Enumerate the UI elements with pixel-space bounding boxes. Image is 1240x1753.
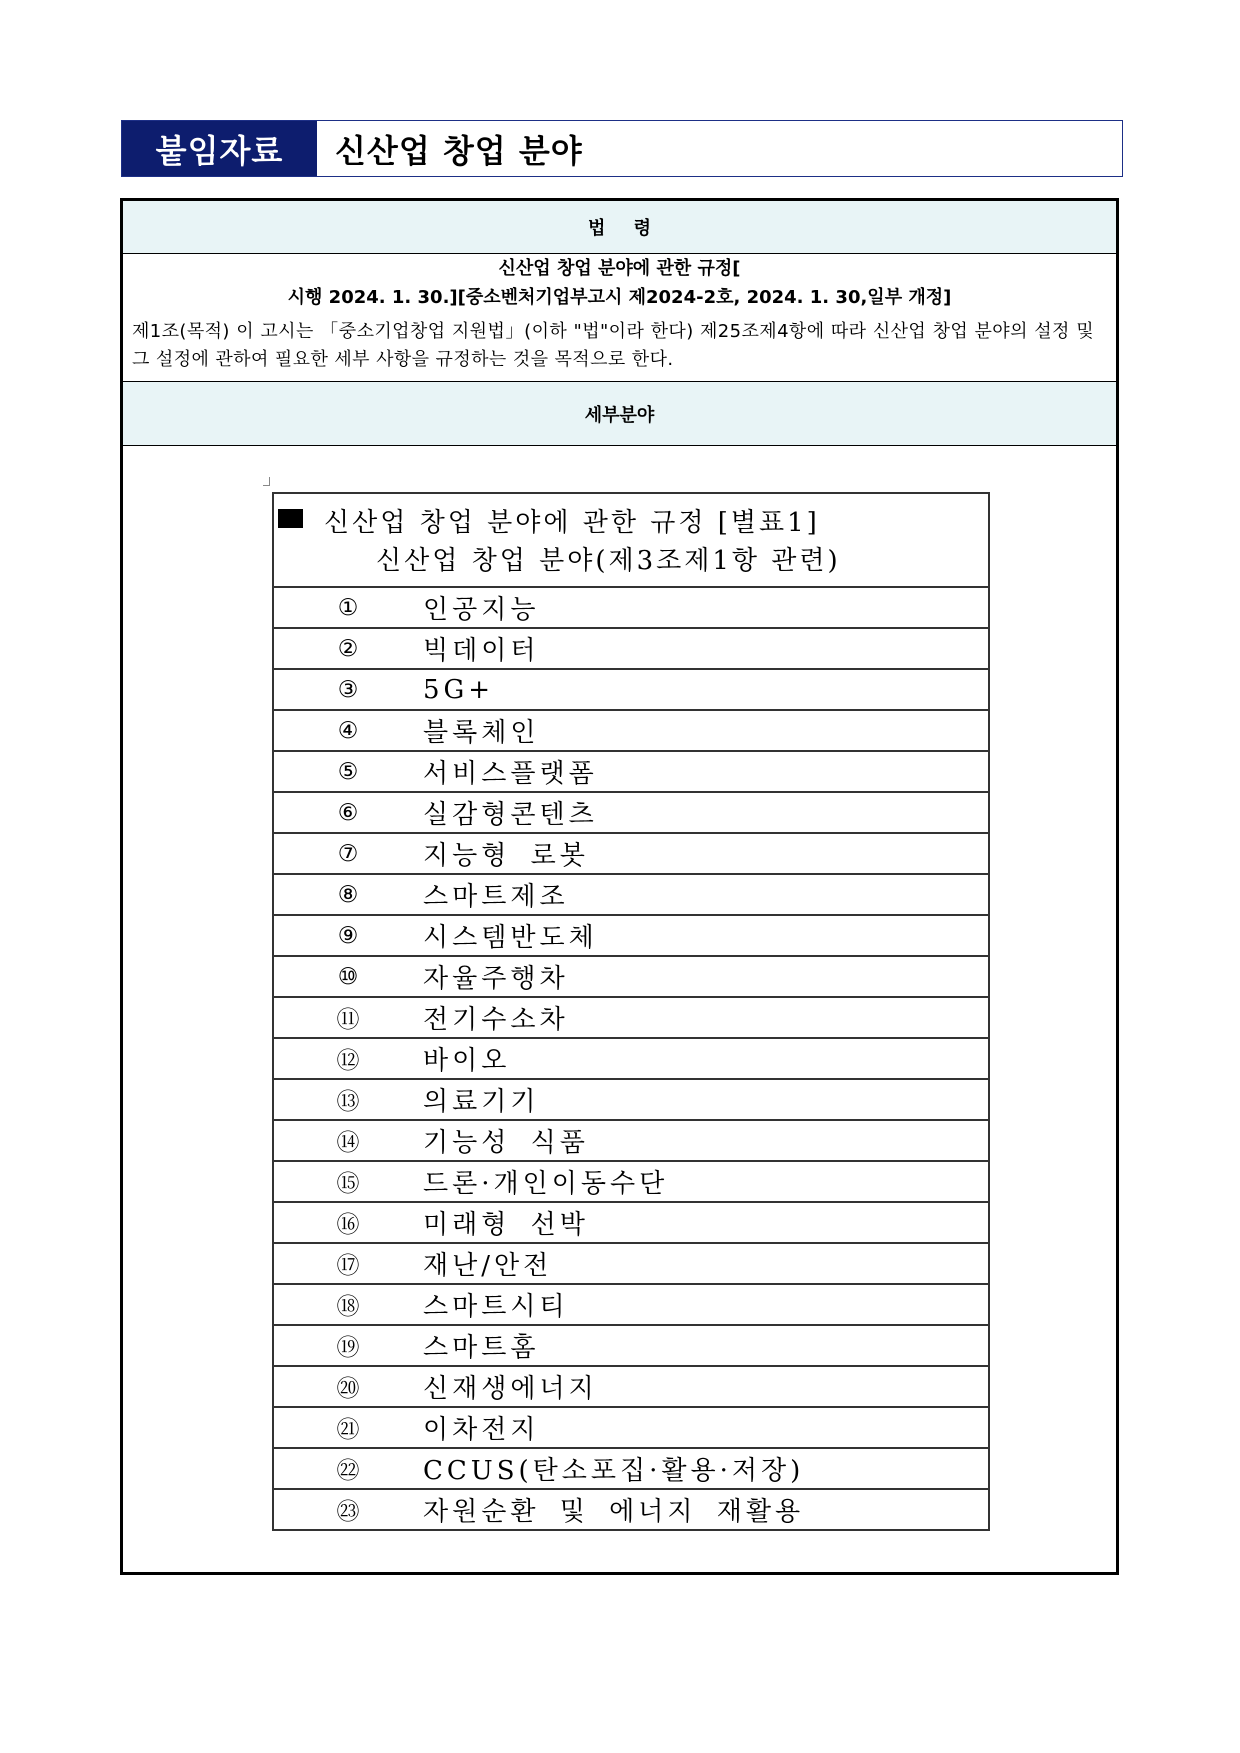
attachment-title: 신산업 창업 분야 [335, 131, 583, 170]
item-name: 미래형 선박 [423, 1210, 589, 1240]
item-number: ⑰ [336, 1253, 360, 1279]
item-name: 지능형 로봇 [423, 841, 589, 871]
table-row [274, 1449, 988, 1490]
table-row [274, 670, 988, 711]
item-name: 기능성 식품 [423, 1128, 589, 1158]
table-row [274, 1121, 988, 1162]
table-row [274, 1285, 988, 1326]
item-name: 재난/안전 [423, 1251, 553, 1281]
table-row [274, 1367, 988, 1408]
item-number: ⑨ [337, 922, 359, 949]
item-name: 인공지능 [423, 595, 540, 625]
annex-table [272, 492, 990, 1531]
item-number: ⑧ [337, 881, 359, 908]
item-name: 블록체인 [423, 718, 540, 748]
item-number: ⑱ [336, 1294, 360, 1320]
item-number: ㉒ [336, 1458, 360, 1484]
item-number: ② [337, 635, 359, 662]
item-name: 시스템반도체 [423, 923, 598, 953]
item-number: ㉑ [336, 1417, 360, 1443]
item-name: 자율주행차 [423, 964, 569, 994]
table-row [274, 834, 988, 875]
item-number: ⑬ [336, 1089, 360, 1115]
table-row [274, 711, 988, 752]
item-name: 스마트시티 [423, 1292, 569, 1322]
item-name: 스마트제조 [423, 882, 569, 912]
item-number: ⑩ [337, 963, 359, 990]
item-number: ⑫ [336, 1048, 360, 1074]
item-name: 전기수소차 [423, 1005, 569, 1035]
attachment-label: 붙임자료 [122, 121, 317, 176]
item-name: 의료기기 [423, 1087, 540, 1117]
item-number: ⑭ [336, 1130, 360, 1156]
table-row [274, 793, 988, 834]
table-row [274, 1326, 988, 1367]
item-number: ① [337, 594, 359, 621]
table-row [274, 1203, 988, 1244]
table-row [274, 1080, 988, 1121]
item-name: 빅데이터 [423, 636, 540, 666]
law-title-line-2: 시행 2024. 1. 30.][중소벤처기업부고시 제2024-2호, 2024. 1. 30,일부 개정] [287, 287, 952, 308]
item-number: ⑯ [336, 1212, 360, 1238]
attachment-title-bar [121, 120, 1123, 177]
item-number: ④ [337, 717, 359, 744]
item-number: ⑥ [337, 799, 359, 826]
item-name: 실감형콘텐츠 [423, 800, 598, 830]
table-row [274, 1162, 988, 1203]
item-name: 드론·개인이동수단 [423, 1169, 669, 1199]
item-number: ⑦ [337, 840, 359, 867]
item-name: 신재생에너지 [423, 1374, 598, 1404]
item-number: ⑪ [336, 1007, 360, 1033]
table-row [274, 1490, 988, 1529]
item-number: ⑤ [337, 758, 359, 785]
item-number: ⑲ [336, 1335, 360, 1361]
detail-header-cell: 세부분야 [123, 382, 1116, 446]
annex-header [274, 494, 988, 588]
table-row [274, 998, 988, 1039]
law-article-text: 제1조(목적) 이 고시는 「중소기업창업 지원법」(이하 "법"이라 한다) 제25조제4항에 따라 신산업 창업 분야의 설정 및 그 설정에 관하여 필요한 세부 사항을 규정하는 것을 목적으로 한다. [132, 321, 1094, 370]
table-row [274, 1408, 988, 1449]
anchor-mark-icon [263, 477, 270, 486]
item-name: 이차전지 [423, 1415, 540, 1445]
table-row [274, 588, 988, 629]
item-number: ③ [337, 676, 359, 703]
table-row [274, 629, 988, 670]
annex-title-line-1: 신산업 창업 분야에 관한 규정 [별표1] [324, 508, 820, 538]
annex-title-line-2: 신산업 창업 분야(제3조제1항 관련) [376, 546, 841, 576]
law-table [120, 198, 1119, 1575]
table-row [274, 1244, 988, 1285]
table-row [274, 875, 988, 916]
item-name: 5G+ [423, 674, 495, 705]
law-body-cell [123, 254, 1116, 382]
item-number: ㉓ [336, 1499, 360, 1525]
law-title-line-1: 신산업 창업 분야에 관한 규정[ [498, 258, 741, 279]
table-row [274, 752, 988, 793]
item-name: CCUS(탄소포집·활용·저장) [423, 1456, 805, 1486]
table-row [274, 1039, 988, 1080]
item-name: 바이오 [423, 1046, 511, 1076]
item-number: ⑮ [336, 1171, 360, 1197]
item-name: 자원순환 및 에너지 재활용 [423, 1497, 805, 1527]
law-header-cell: 법 령 [123, 201, 1116, 254]
black-square-icon [278, 509, 303, 528]
table-row [274, 957, 988, 998]
table-row [274, 916, 988, 957]
item-name: 스마트홈 [423, 1333, 540, 1363]
item-number: ⑳ [336, 1376, 360, 1402]
item-name: 서비스플랫폼 [423, 759, 598, 789]
